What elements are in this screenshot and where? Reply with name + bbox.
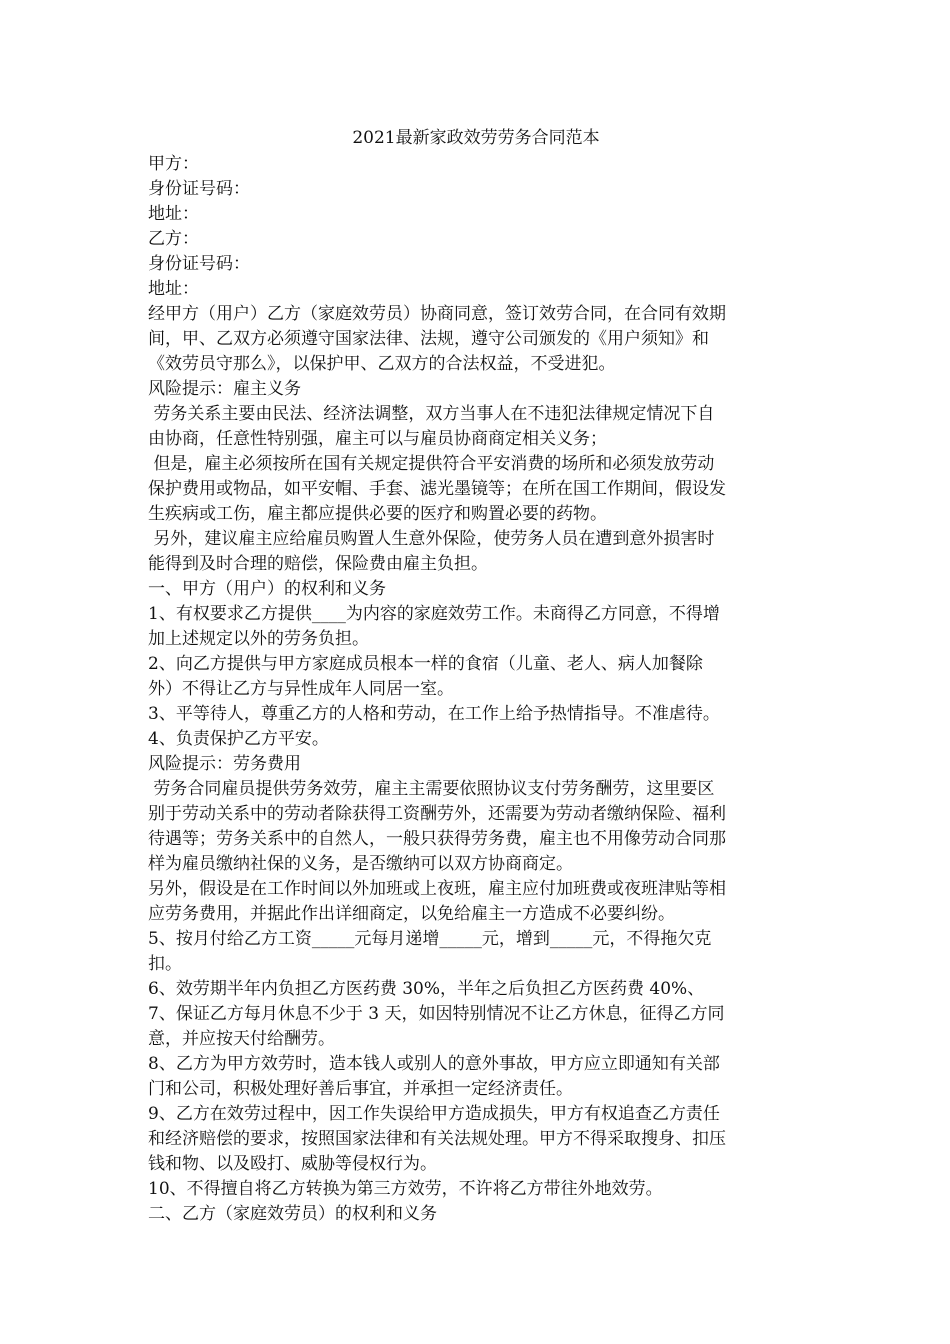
party-a-id-label: 身份证号码：	[148, 179, 250, 199]
risk-paragraph-line: 能得到及时合理的赔偿，保险费由雇主负担。	[148, 554, 488, 574]
risk-paragraph-line: 待遇等；劳务关系中的自然人，一般只获得劳务费，雇主也不用像劳动合同那	[148, 829, 726, 849]
risk-paragraph-line: 应劳务费用，并据此作出详细商定，以免给雇主一方造成不必要纠纷。	[148, 904, 675, 924]
clause-line: 3、平等待人，尊重乙方的人格和劳动，在工作上给予热情指导。不准虐待。	[148, 704, 720, 724]
risk-paragraph-line: 另外，建议雇主应给雇员购置人生意外保险，使劳务人员在遭到意外损害时	[148, 529, 715, 549]
clause-line: 门和公司，积极处理好善后事宜，并承担一定经济责任。	[148, 1079, 573, 1099]
party-b-label: 乙方：	[148, 229, 199, 249]
clause-line: 1、有权要求乙方提供____为内容的家庭效劳工作。未商得乙方同意，不得增	[148, 604, 720, 624]
clause-line: 2、向乙方提供与甲方家庭成员根本一样的食宿（儿童、老人、病人加餐除	[148, 654, 703, 674]
section-heading-party-b: 二、乙方（家庭效劳员）的权利和义务	[148, 1204, 437, 1224]
intro-paragraph-line: 《效劳员守那么》，以保护甲、乙双方的合法权益，不受进犯。	[148, 354, 616, 374]
risk-paragraph-line: 劳务关系主要由民法、经济法调整，双方当事人在不违犯法律规定情况下自	[148, 404, 715, 424]
section-heading-party-a: 一、甲方（用户）的权利和义务	[148, 579, 386, 599]
risk-paragraph-line: 另外，假设是在工作时间以外加班或上夜班，雇主应付加班费或夜班津贴等相	[148, 879, 726, 899]
party-a-address-label: 地址：	[148, 204, 199, 224]
clause-line: 6、效劳期半年内负担乙方医药费 30%，半年之后负担乙方医药费 40%、	[148, 979, 705, 999]
clause-line: 10、不得擅自将乙方转换为第三方效劳，不许将乙方带往外地效劳。	[148, 1179, 663, 1199]
risk-paragraph-line: 但是，雇主必须按所在国有关规定提供符合平安消费的场所和必须发放劳动	[148, 454, 715, 474]
clause-line: 8、乙方为甲方效劳时，造本钱人或别人的意外事故，甲方应立即通知有关部	[148, 1054, 720, 1074]
risk-paragraph-line: 样为雇员缴纳社保的义务，是否缴纳可以双方协商商定。	[148, 854, 573, 874]
document-page	[148, 126, 804, 1227]
clause-line: 外）不得让乙方与异性成年人同居一室。	[148, 679, 454, 699]
intro-paragraph-line: 经甲方（用户）乙方（家庭效劳员）协商同意，签订效劳合同，在合同有效期	[148, 304, 726, 324]
party-a-label: 甲方：	[148, 154, 199, 174]
party-b-id-label: 身份证号码：	[148, 254, 250, 274]
party-b-address-label: 地址：	[148, 279, 199, 299]
risk-paragraph-line: 生疾病或工伤，雇主都应提供必要的医疗和购置必要的药物。	[148, 504, 607, 524]
clause-line: 和经济赔偿的要求，按照国家法律和有关法规处理。甲方不得采取搜身、扣压	[148, 1129, 726, 1149]
clause-line: 意，并应按天付给酬劳。	[148, 1029, 335, 1049]
clause-line: 9、乙方在效劳过程中，因工作失误给甲方造成损失，甲方有权追查乙方责任	[148, 1104, 720, 1124]
clause-line: 7、保证乙方每月休息不少于 3 天，如因特别情况不让乙方休息，征得乙方同	[148, 1004, 725, 1024]
risk-paragraph-line: 劳务合同雇员提供劳务效劳，雇主主需要依照协议支付劳务酬劳，这里要区	[148, 779, 715, 799]
risk-paragraph-line: 保护费用或物品，如平安帽、手套、滤光墨镜等；在所在国工作期间，假设发	[148, 479, 726, 499]
risk-heading-labor-fee: 风险提示：劳务费用	[148, 754, 301, 774]
risk-paragraph-line: 别于劳动关系中的劳动者除获得工资酬劳外，还需要为劳动者缴纳保险、福利	[148, 804, 726, 824]
document-title: 2021最新家政效劳劳务合同范本	[352, 128, 600, 148]
clause-line: 扣。	[148, 954, 182, 974]
clause-line: 4、负责保护乙方平安。	[148, 729, 329, 749]
intro-paragraph-line: 间，甲、乙双方必须遵守国家法律、法规，遵守公司颁发的《用户须知》和	[148, 329, 709, 349]
clause-line: 5、按月付给乙方工资_____元每月递增_____元，增到_____元，不得拖欠克	[148, 929, 712, 949]
risk-paragraph-line: 由协商，任意性特别强，雇主可以与雇员协商商定相关义务；	[148, 429, 607, 449]
clause-line: 钱和物、以及殴打、威胁等侵权行为。	[148, 1154, 437, 1174]
risk-heading-employer-duty: 风险提示：雇主义务	[148, 379, 301, 399]
clause-line: 加上述规定以外的劳务负担。	[148, 629, 369, 649]
